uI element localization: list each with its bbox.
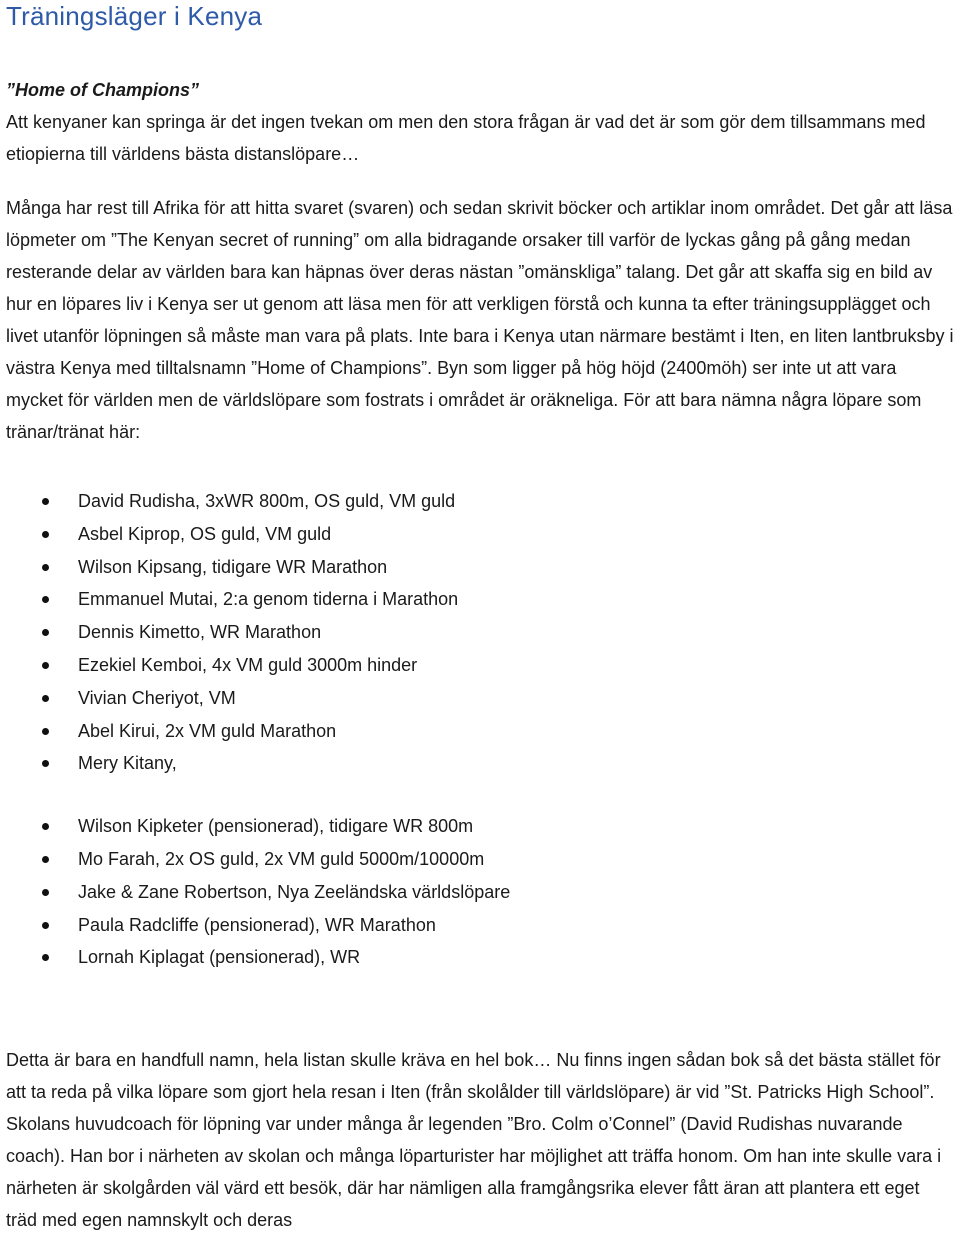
page-title: Träningsläger i Kenya [6, 1, 263, 31]
list-item: Emmanuel Mutai, 2:a genom tiderna i Marathon [6, 583, 954, 616]
list-item: Lornah Kiplagat (pensionerad), WR [6, 941, 954, 974]
list-item: Wilson Kipketer (pensionerad), tidigare WR 800m [6, 810, 954, 843]
list-item: Mery Kitany, [6, 747, 954, 780]
closing-paragraph: Detta är bara en handfull namn, hela listan skulle kräva en hel bok… Nu finns ingen sådan bok så det bästa stället för att ta reda på vilka löpare som gjort hela resan i Iten (från skolålder till världslöpare) är vid ”St. Patricks High School”. Skolans huvudcoach för löpning var under många år legenden ”Bro. Colm o’Connel” (David Rudishas nuvarande coach). Han bor i närheten av skolan och många löparturister har möjlighet att träffa honom. Om han inte skulle vara i närheten är skolgården väl värd ett besök, där har nämligen alla framgångsrika elever fått äran att plantera ett eget träd med egen namnskylt och deras [6, 1050, 942, 1231]
list-item: Vivian Cheriyot, VM [6, 682, 954, 715]
list-item: Ezekiel Kemboi, 4x VM guld 3000m hinder [6, 649, 954, 682]
section-subheading: ”Home of Champions” [6, 80, 200, 100]
list-item: Abel Kirui, 2x VM guld Marathon [6, 715, 954, 748]
intro-paragraph: Att kenyaner kan springa är det ingen tvekan om men den stora frågan är vad det är som gör dem tillsammans med etiopierna till världens bästa distanslöpare… [6, 112, 926, 164]
paragraph-spacer [6, 170, 954, 192]
runner-list-secondary [6, 810, 954, 974]
list-item: Paula Radcliffe (pensionerad), WR Marathon [6, 909, 954, 942]
body-paragraph: Många har rest till Afrika för att hitta svaret (svaren) och sedan skrivit böcker och artiklar inom området. Det går att läsa löpmeter om ”The Kenyan secret of running” om alla bidragande orsaker till varför de lyckas gång på gång medan resterande delar av världen bara kan häpnas över deras nästan ”omänskliga” talang. Det går att skaffa sig en bild av hur en löpares liv i Kenya ser ut genom att läsa men för att verkligen förstå och kunna ta efter träningsupplägget och livet utanför löpningen så måste man vara på plats. Inte bara i Kenya utan närmare bestämt i Iten, en liten lantbruksby i västra Kenya med tilltalsnamn ”Home of Champions”. Byn som ligger på hög höjd (2400möh) ser inte ut att vara mycket för världen men de världslöpare som fostrats i området är oräkneliga. För att bara nämna några löpare som tränar/tränat här: [6, 198, 954, 442]
list-item: Mo Farah, 2x OS guld, 2x VM guld 5000m/10000m [6, 843, 954, 876]
list-item: Jake & Zane Robertson, Nya Zeeländska världslöpare [6, 876, 954, 909]
list-item: David Rudisha, 3xWR 800m, OS guld, VM guld [6, 485, 954, 518]
document-page [6, 0, 954, 1236]
list-item: Wilson Kipsang, tidigare WR Marathon [6, 551, 954, 584]
runner-list-primary [6, 485, 954, 780]
list-item: Asbel Kiprop, OS guld, VM guld [6, 518, 954, 551]
list-item: Dennis Kimetto, WR Marathon [6, 616, 954, 649]
